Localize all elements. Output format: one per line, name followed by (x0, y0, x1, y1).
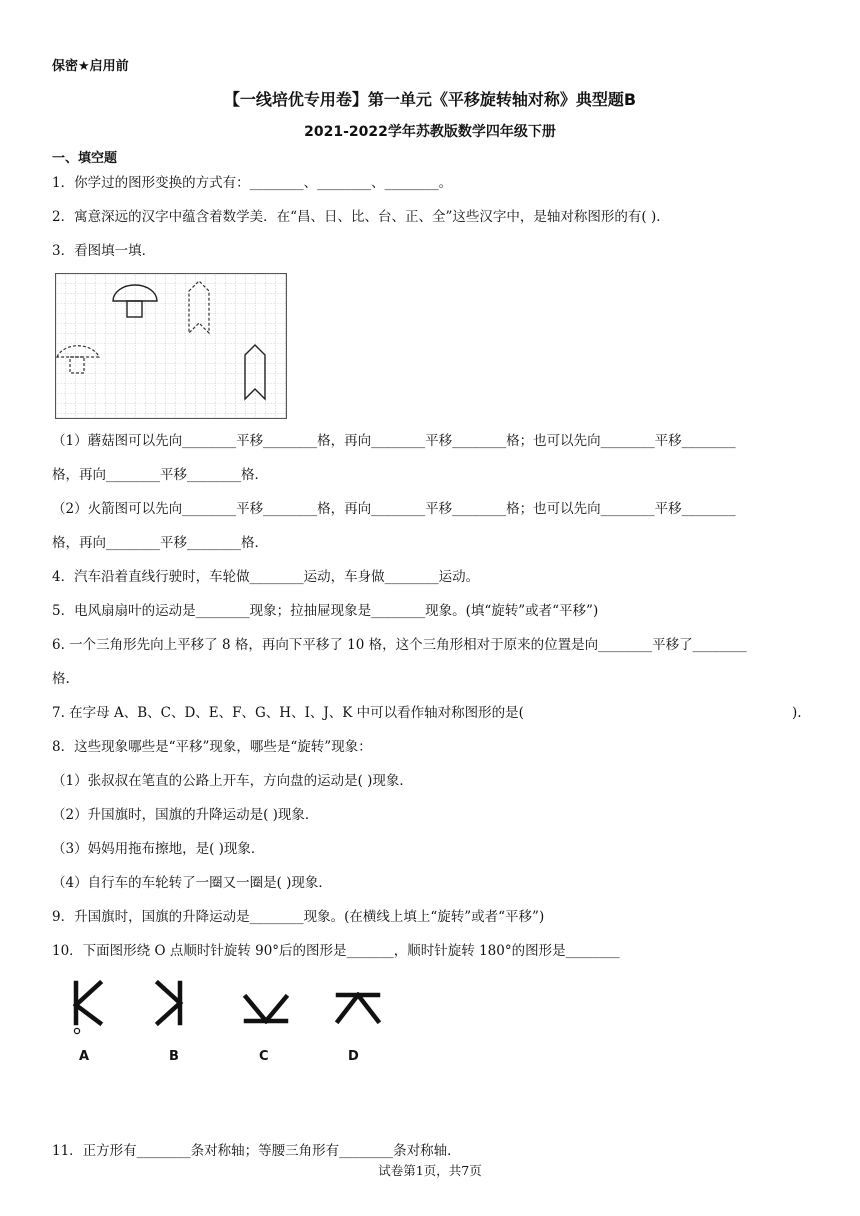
figure-label-b: B (169, 1049, 179, 1064)
translation-grid-figure (55, 273, 287, 419)
rotation-center-point (74, 1028, 79, 1033)
page-subtitle: 2021-2022学年苏教版数学四年级下册 (304, 124, 556, 140)
question-3-part2-line1: （2）火箭图可以先向________平移________格，再向________平移________格；也可以先向________平移________ (52, 501, 736, 517)
question-8-item-2: （2）升国旗时，国旗的升降运动是( )现象． (52, 807, 319, 823)
question-7: 7. 在字母 A、B、C、D、E、F、G、H、I、J、K 中可以看作轴对称图形的是( (52, 705, 524, 721)
confidential-label: 保密★启用前 (52, 59, 129, 74)
question-3: 3．看图填一填． (52, 243, 156, 259)
question-3-part2-line2: 格，再向________平移________格． (52, 535, 268, 551)
question-2: 2．寓意深远的汉字中蕴含着数学美．在“昌、日、比、台、正、全”这些汉字中，是轴对称图形的有( )． (52, 209, 670, 225)
figure-original-k (76, 983, 100, 1023)
question-7-close: ). (792, 705, 802, 721)
question-6-line1: 6. 一个三角形先向上平移了 8 格，再向下平移了 10 格，这个三角形相对于原来的位置是向________平移了________ (52, 637, 747, 653)
rotation-figures (60, 975, 400, 1035)
figure-label-d: D (348, 1049, 359, 1064)
question-3-part1-line2: 格，再向________平移________格． (52, 467, 268, 483)
question-8-item-4: （4）自行车的车轮转了一圈又一圈是( )现象． (52, 875, 332, 891)
question-1: 1．你学过的图形变换的方式有：________、________、________。 (52, 175, 453, 191)
page-title: 【一线培优专用卷】第一单元《平移旋转轴对称》典型题B (223, 90, 637, 109)
figure-c-shape (246, 997, 286, 1021)
question-8: 8．这些现象哪些是“平移”现象，哪些是“旋转”现象： (52, 739, 372, 755)
figure-d-shape (338, 995, 378, 1021)
figure-label-c: C (259, 1049, 269, 1064)
question-3-part1-line1: （1）蘑菇图可以先向________平移________格，再向________平移________格；也可以先向________平移________ (52, 433, 736, 449)
figure-label-a: A (79, 1049, 90, 1064)
question-10: 10．下面图形绕 O 点顺时针旋转 90°后的图形是_______，顺时针旋转 180°的图形是________ (52, 943, 620, 959)
question-9: 9．升国旗时，国旗的升降运动是________现象。(在横线上填上“旋转”或者“平移”) (52, 909, 545, 925)
question-6-line2: 格. (52, 671, 70, 687)
question-8-item-3: （3）妈妈用拖布擦地，是( )现象． (52, 841, 265, 857)
question-8-item-1: （1）张叔叔在笔直的公路上开车，方向盘的运动是( )现象． (52, 773, 413, 789)
section-heading-fill-in: 一、填空题 (52, 151, 118, 166)
figure-b-shape (158, 983, 180, 1023)
question-5: 5．电风扇扇叶的运动是________现象；拉抽屉现象是________现象。(填“旋转”或者“平移”) (52, 603, 599, 619)
question-4: 4．汽车沿着直线行驶时，车轮做________运动，车身做________运动。 (52, 569, 480, 585)
question-11: 11．正方形有________条对称轴；等腰三角形有________条对称轴． (52, 1143, 461, 1159)
page-footer: 试卷第1页，共7页 (378, 1163, 482, 1178)
